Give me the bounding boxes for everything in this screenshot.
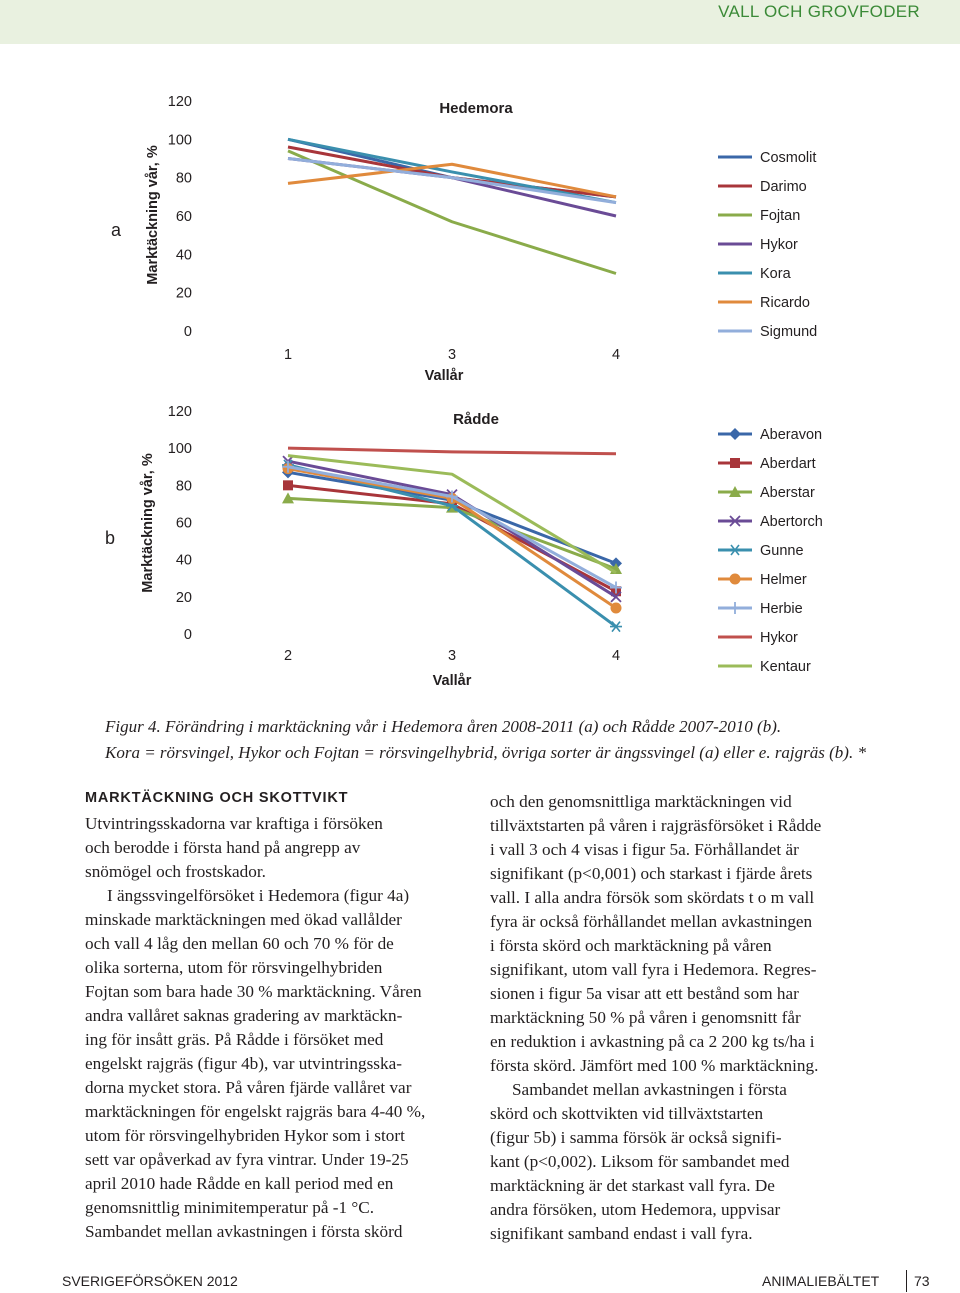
body-text-line: i vall 3 och 4 visas i figur 5a. Förhållandet är <box>490 840 799 859</box>
body-text-line: vall. I alla andra försök som skördats t o m vall <box>490 888 815 907</box>
legend-item-aberdart <box>718 456 816 472</box>
chart-title: Hedemora <box>439 100 513 117</box>
legend-item-abertorch <box>718 514 823 530</box>
legend-label: Hykor <box>760 237 798 253</box>
y-tick-label: 120 <box>167 404 192 420</box>
page-number: 73 <box>914 1273 930 1289</box>
body-text-line: I ängssvingelförsöket i Hedemora (figur 4a) <box>107 886 410 905</box>
legend-label: Cosmolit <box>760 150 817 166</box>
data-point-aberdart <box>283 480 293 490</box>
legend-item-ricardo <box>718 295 810 311</box>
body-text-line: andra försöken, utom Hedemora, uppvisar <box>490 1200 781 1219</box>
footer-right: ANIMALIEBÄLTET <box>762 1273 880 1289</box>
footer-separator <box>906 1270 907 1292</box>
legend-item-kora <box>718 266 792 282</box>
chart-radde <box>130 393 830 693</box>
body-text-line: genomsnittlig minimitemperatur på -1 °C. <box>85 1198 374 1217</box>
body-text-line: och den genomsnittliga marktäckningen vid <box>490 792 792 811</box>
y-tick-label: 80 <box>175 478 192 495</box>
y-axis-label: Marktäckning vår, % <box>140 453 156 593</box>
legend-item-kentaur <box>718 659 811 675</box>
body-text-line: Fojtan som bara hade 30 % marktäckning. Våren <box>85 982 422 1001</box>
legend-label: Aberdart <box>760 456 816 472</box>
body-text-line: april 2010 hade Rådde en kall period med en <box>85 1174 394 1193</box>
x-tick-label: 1 <box>283 347 293 363</box>
body-text-line: marktäckning 50 % på våren i genomsnitt får <box>490 1008 801 1027</box>
series-line-herbie <box>288 467 616 588</box>
body-text-line: signifikant samband endast i vall fyra. <box>490 1224 753 1243</box>
body-text-line: marktäckningen för engelskt rajgräs bara 4-40 %, <box>85 1102 426 1121</box>
legend-label: Kora <box>760 266 791 282</box>
body-text-line: signifikant (p<0,001) och starkast i fjärde årets <box>490 864 813 883</box>
y-tick-label: 0 <box>183 627 192 643</box>
body-text-line: dorna mycket stora. På våren fjärde vallåret var <box>85 1078 412 1097</box>
body-text-line: utom för rörsvingelhybriden Hykor som i stort <box>85 1126 405 1145</box>
body-text-line: i första skörd och marktäckning på våren <box>490 936 772 955</box>
y-tick-label: 0 <box>183 324 192 340</box>
legend-marker <box>730 458 740 468</box>
body-text-line: minskade marktäckningen med ökad vallålder <box>85 910 402 929</box>
legend-label: Aberavon <box>760 427 823 443</box>
body-text-line: snömögel och frostskador. <box>85 862 266 881</box>
caption-line: Kora = rörsvingel, Hykor och Fojtan = rörsvingelhybrid, övriga sorter är ängssvingel (a) eller e. rajgräs (b). * <box>105 743 866 762</box>
body-text-line: ing för insått gräs. På Rådde i försöket med <box>85 1030 384 1049</box>
x-tick-label: 4 <box>611 347 621 363</box>
legend-label: Darimo <box>760 179 807 195</box>
footer-left: SVERIGEFÖRSÖKEN 2012 <box>62 1273 238 1289</box>
x-tick-label: 3 <box>447 347 457 363</box>
section-heading: MARKTÄCKNING OCH SKOTTVIKT <box>85 790 349 806</box>
legend-item-cosmolit <box>718 150 816 166</box>
y-tick-label: 60 <box>175 209 192 225</box>
legend-item-helmer <box>718 572 807 588</box>
x-axis-label: Vallår <box>424 368 464 384</box>
x-tick-label: 4 <box>611 648 621 664</box>
legend-item-fojtan <box>718 208 800 224</box>
body-text-line: och berodde i första hand på angrepp av <box>85 838 361 857</box>
body-text-line: och vall 4 låg den mellan 60 och 70 % för de <box>85 934 394 953</box>
legend-item-sigmund <box>718 324 817 340</box>
body-text-line: sett var opåverkad av fyra vintrar. Under 19-25 <box>85 1150 409 1169</box>
legend-marker <box>730 574 741 585</box>
y-tick-label: 60 <box>175 515 192 532</box>
body-text-line: olika sorterna, utom för rörsvingelhybriden <box>85 958 383 977</box>
body-text-line: (figur 5b) i samma försök är också signifi- <box>490 1128 782 1147</box>
legend-label: Herbie <box>760 601 803 617</box>
body-text-line: tillväxtstarten på våren i rajgräsförsöket i Rådde <box>490 816 822 835</box>
body-text-line: en reduktion i avkastning på ca 2 200 kg ts/ha i <box>490 1032 815 1051</box>
body-text-line: signifikant, utom vall fyra i Hedemora. Regres- <box>490 960 817 979</box>
text-column-left <box>85 786 465 1244</box>
legend-item-gunne <box>718 543 804 559</box>
legend-label: Kentaur <box>760 659 811 675</box>
body-text-line: skörd och skottvikten vid tillväxtstarten <box>490 1104 764 1123</box>
y-tick-label: 20 <box>175 589 192 606</box>
series-line-kentaur <box>288 456 616 573</box>
caption-line: Figur 4. Förändring i marktäckning vår i Hedemora åren 2008-2011 (a) och Rådde 2007-2010 (b). <box>105 717 782 736</box>
legend-label: Helmer <box>760 572 807 588</box>
legend-item-darimo <box>718 179 807 195</box>
data-point-helmer <box>611 602 622 613</box>
legend-item-herbie <box>718 601 803 617</box>
y-tick-label: 40 <box>175 247 192 264</box>
body-text-line: Sambandet mellan avkastningen i första skörd <box>85 1222 403 1241</box>
legend-label: Hykor <box>760 630 798 646</box>
legend-label: Ricardo <box>760 295 810 311</box>
body-text-line: Sambandet mellan avkastningen i första <box>512 1080 787 1099</box>
legend-marker <box>729 545 741 555</box>
y-axis-label: Marktäckning vår, % <box>145 145 161 285</box>
body-text-line: andra vallåret saknas gradering av marktäckn- <box>85 1006 403 1025</box>
y-tick-label: 80 <box>175 170 192 187</box>
legend-marker <box>729 602 741 614</box>
legend-label: Gunne <box>760 543 804 559</box>
legend-label: Sigmund <box>760 324 818 340</box>
y-tick-label: 100 <box>167 441 192 458</box>
legend-label: Abertorch <box>760 514 823 530</box>
body-text-line: fyra är också förhållandet mellan avkastningen <box>490 912 813 931</box>
chart-hedemora <box>130 80 830 390</box>
section-header: VALL OCH GROVFODER <box>718 2 920 21</box>
body-text-line: Utvintringsskadorna var kraftiga i försöken <box>85 814 383 833</box>
y-tick-label: 40 <box>175 552 192 569</box>
body-text-line: sionen i figur 5a visar att ett bestånd som har <box>490 984 799 1003</box>
body-text-line: första skörd. Jämfört med 100 % marktäckning. <box>490 1056 819 1075</box>
body-text-line: marktäckning är det starkast vall fyra. De <box>490 1176 775 1195</box>
x-tick-label: 2 <box>283 648 293 664</box>
legend-item-hykor <box>718 237 798 253</box>
x-tick-label: 3 <box>447 648 457 664</box>
body-text-line: kant (p<0,002). Liksom för sambandet med <box>490 1152 790 1171</box>
x-axis-label: Vallår <box>432 673 472 689</box>
series-line-hykor <box>288 448 616 454</box>
legend-item-aberstar <box>718 485 815 501</box>
chart-title: Rådde <box>453 411 499 428</box>
legend-item-aberavon <box>718 427 822 443</box>
body-text-line: engelskt rajgräs (figur 4b), var utvintringsska- <box>85 1054 402 1073</box>
y-tick-label: 20 <box>175 285 192 302</box>
text-column-right <box>490 790 870 1246</box>
series-line-fojtan <box>288 151 616 274</box>
figure-caption <box>105 714 905 766</box>
panel-letter-a: a <box>111 220 122 240</box>
y-tick-label: 100 <box>167 132 192 149</box>
legend-label: Fojtan <box>760 208 801 224</box>
legend-marker <box>729 428 741 440</box>
y-tick-label: 120 <box>167 94 192 110</box>
legend-item-hykor <box>718 630 798 646</box>
panel-letter-b: b <box>105 528 116 548</box>
legend-label: Aberstar <box>760 485 815 501</box>
